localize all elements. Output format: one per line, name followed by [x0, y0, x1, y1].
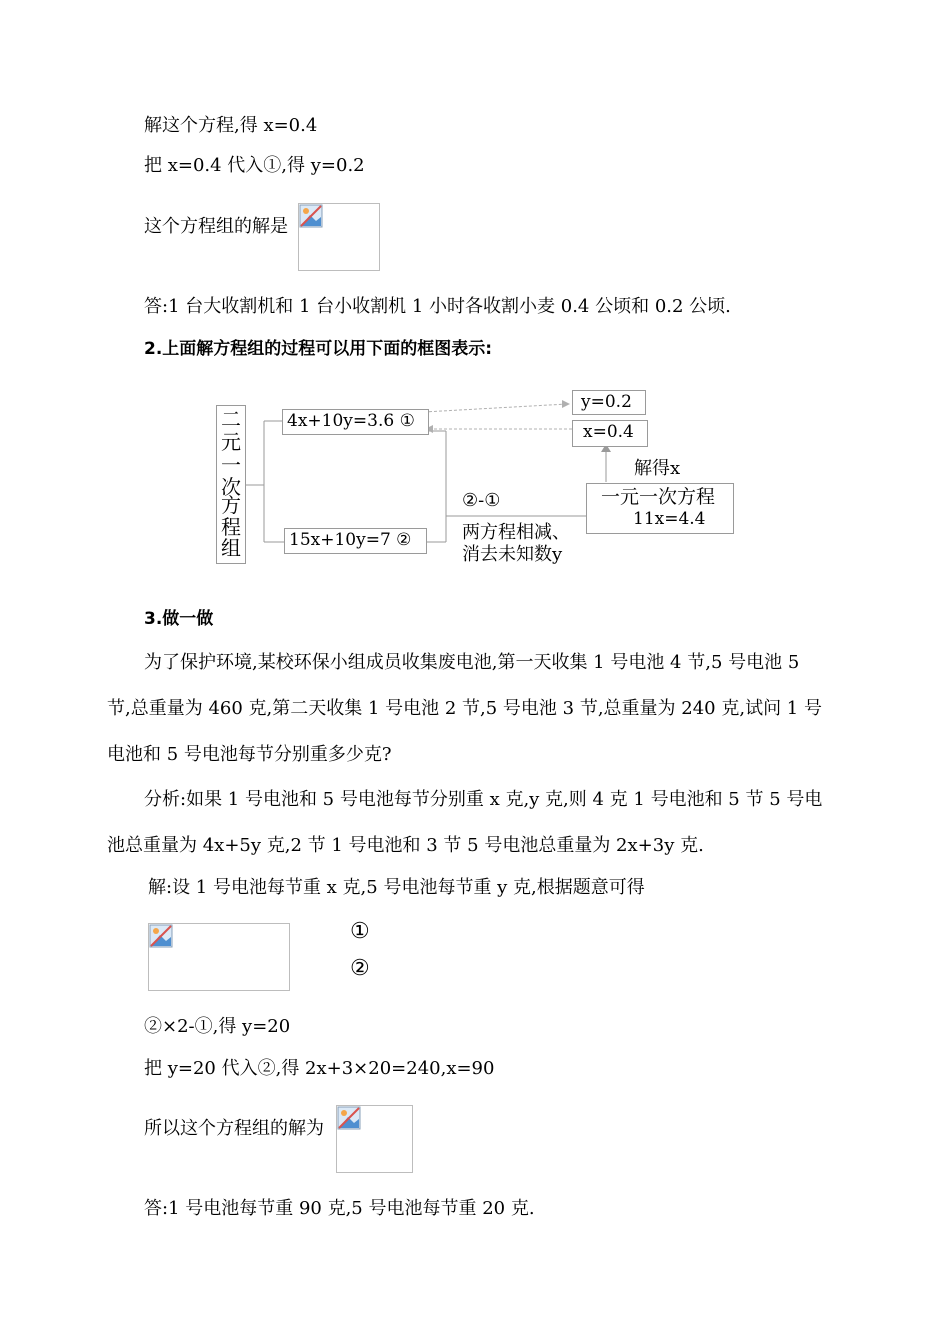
linear-equation: 11x=4.4: [633, 509, 706, 529]
system-char: 次: [221, 475, 241, 499]
operation-desc: 消去未知数y: [462, 544, 563, 565]
equation-mark: ②: [350, 956, 370, 981]
solve-label: 解得x: [634, 458, 681, 479]
problem-line: 电池和 5 号电池每节分别重多少克?: [107, 744, 392, 765]
system-char: 程: [221, 515, 241, 539]
answer-line: 答:1 台大收割机和 1 台小收割机 1 小时各收割小麦 0.4 公顷和 0.2 公顷.: [144, 296, 731, 317]
system-char: 元: [221, 430, 241, 454]
solution-label: 所以这个方程组的解为: [144, 1118, 324, 1139]
operation-label: ②-①: [462, 490, 501, 511]
equation-2-box: 15x+10y=7 ②: [284, 528, 427, 554]
equation-1-box: 4x+10y=3.6 ①: [282, 409, 429, 435]
operation-desc: 两方程相减、: [462, 522, 570, 543]
system-char: 组: [221, 536, 241, 560]
system-box: [216, 405, 246, 564]
problem-line: 为了保护环境,某校环保小组成员收集废电池,第一天收集 1 号电池 4 节,5 号电池 5: [144, 652, 800, 673]
step-line: 把 y=20 代入②,得 2x+3×20=240,x=90: [144, 1058, 495, 1079]
linear-title: 一元一次方程: [601, 486, 716, 508]
problem-line: 节,总重量为 460 克,第二天收集 1 号电池 2 节,5 号电池 3 节,总重量为 240 克,试问 1 号: [107, 698, 822, 719]
image-placeholder-icon: [337, 1106, 361, 1130]
system-char: 方: [221, 493, 241, 517]
answer-line: 答:1 号电池每节重 90 克,5 号电池每节重 20 克.: [144, 1198, 535, 1219]
solution-label: 这个方程组的解是: [144, 216, 288, 237]
step-line: ②×2-①,得 y=20: [144, 1016, 291, 1037]
system-char: 二: [221, 407, 241, 431]
analysis-line: 池总重量为 4x+5y 克,2 节 1 号电池和 3 节 5 号电池总重量为 2x+3y 克.: [107, 835, 704, 856]
y-result-box: y=0.2: [572, 390, 646, 415]
system-char: 一: [221, 453, 241, 477]
solution-intro: 解:设 1 号电池每节重 x 克,5 号电池每节重 y 克,根据题意可得: [148, 877, 645, 898]
broken-image: [336, 1105, 413, 1173]
text-line: 解这个方程,得 x=0.4: [144, 115, 318, 136]
analysis-line: 分析:如果 1 号电池和 5 号电池每节分别重 x 克,y 克,则 4 克 1 号电池和 5 节 5 号电: [144, 789, 823, 810]
image-placeholder-icon: [149, 924, 173, 948]
section-heading: 2.上面解方程组的过程可以用下面的框图表示:: [144, 339, 493, 359]
section-heading: 3.做一做: [144, 609, 214, 629]
linear-equation-box: [586, 483, 734, 534]
broken-image: [148, 923, 290, 991]
x-result-box: x=0.4: [572, 420, 648, 447]
equation-mark: ①: [350, 919, 370, 944]
text-line: 把 x=0.4 代入①,得 y=0.2: [144, 155, 365, 176]
